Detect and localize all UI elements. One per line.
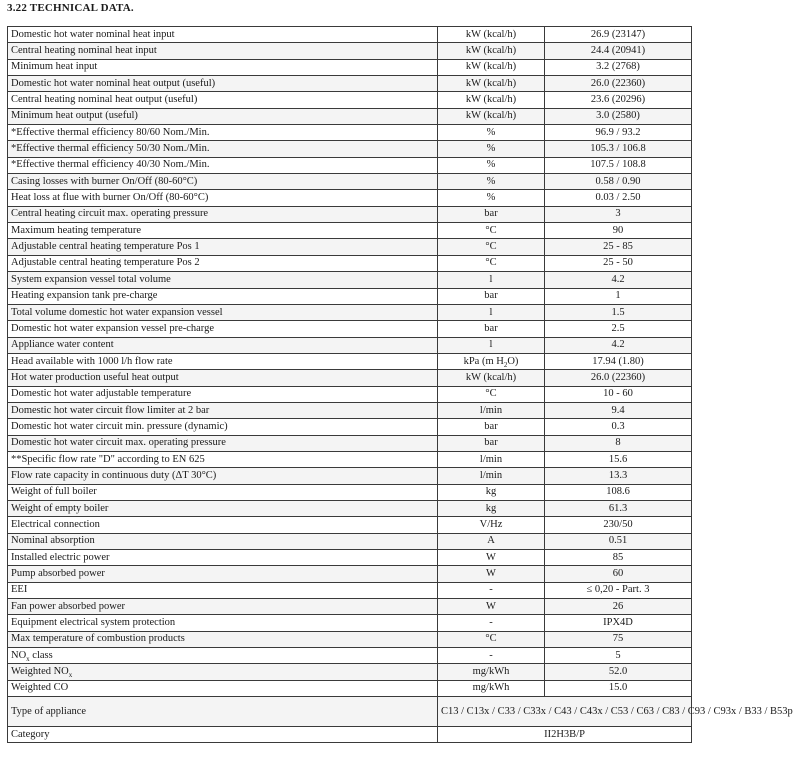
table-row <box>8 27 692 43</box>
row-value: 85 <box>545 550 692 566</box>
row-value: 61.3 <box>545 500 692 516</box>
table-row <box>8 582 692 598</box>
row-unit: °C <box>438 631 545 647</box>
table-row <box>8 59 692 75</box>
table-row <box>8 468 692 484</box>
row-unit: l <box>438 272 545 288</box>
row-unit: °C <box>438 223 545 239</box>
row-value: 0.3 <box>545 419 692 435</box>
row-unit: mg/kWh <box>438 664 545 680</box>
row-label: Max temperature of combustion products <box>8 631 438 647</box>
row-unit: l <box>438 304 545 320</box>
row-unit: % <box>438 125 545 141</box>
row-unit: - <box>438 648 545 664</box>
row-label: Appliance water content <box>8 337 438 353</box>
row-label: Electrical connection <box>8 517 438 533</box>
table-row <box>8 304 692 320</box>
row-unit: bar <box>438 321 545 337</box>
row-value: 26 <box>545 599 692 615</box>
text-part: Weighted NO <box>11 666 69 678</box>
row-value: 15.6 <box>545 451 692 467</box>
row-label: Hot water production useful heat output <box>8 370 438 386</box>
table-row <box>8 680 692 696</box>
row-label: Type of appliance <box>8 697 438 727</box>
row-unit: kW (kcal/h) <box>438 76 545 92</box>
table-row <box>8 500 692 516</box>
row-label: *Effective thermal efficiency 40/30 Nom./Min. <box>8 157 438 173</box>
row-label: Category <box>8 727 438 743</box>
row-label: Domestic hot water nominal heat output (useful) <box>8 76 438 92</box>
row-value: 52.0 <box>545 664 692 680</box>
table-row <box>8 648 692 664</box>
row-value: 3.0 (2580) <box>545 108 692 124</box>
row-label: Domestic hot water circuit max. operating pressure <box>8 435 438 451</box>
row-label: Pump absorbed power <box>8 566 438 582</box>
row-unit: kW (kcal/h) <box>438 43 545 59</box>
row-unit: bar <box>438 206 545 222</box>
row-unit: l/min <box>438 451 545 467</box>
row-unit: bar <box>438 419 545 435</box>
table-row <box>8 599 692 615</box>
row-unit <box>438 353 545 369</box>
row-unit: kW (kcal/h) <box>438 59 545 75</box>
row-value: 108.6 <box>545 484 692 500</box>
row-value: IPX4D <box>545 615 692 631</box>
row-unit: A <box>438 533 545 549</box>
row-label <box>8 664 438 680</box>
text-part: class <box>29 649 53 661</box>
row-label: Minimum heat output (useful) <box>8 108 438 124</box>
row-value: 9.4 <box>545 402 692 418</box>
row-label: Adjustable central heating temperature Pos 2 <box>8 255 438 271</box>
row-value: 8 <box>545 435 692 451</box>
row-value: 96.9 / 93.2 <box>545 125 692 141</box>
row-unit: l/min <box>438 402 545 418</box>
table-row <box>8 697 692 727</box>
table-row <box>8 727 692 743</box>
table-body <box>8 27 793 743</box>
row-unit: W <box>438 566 545 582</box>
row-unit: - <box>438 615 545 631</box>
row-value: 0.58 / 0.90 <box>545 174 692 190</box>
row-value: 25 - 50 <box>545 255 692 271</box>
row-value: 4.2 <box>545 272 692 288</box>
row-label: Nominal absorption <box>8 533 438 549</box>
row-label: EEI <box>8 582 438 598</box>
table-row <box>8 239 692 255</box>
table-row <box>8 615 692 631</box>
row-value: 3 <box>545 206 692 222</box>
table-row <box>8 272 692 288</box>
table-row <box>8 255 692 271</box>
subscript: 2 <box>503 360 508 369</box>
row-label <box>8 648 438 664</box>
row-label: Domestic hot water circuit min. pressure (dynamic) <box>8 419 438 435</box>
row-unit: kW (kcal/h) <box>438 108 545 124</box>
row-value: 25 - 85 <box>545 239 692 255</box>
row-value: 105.3 / 106.8 <box>545 141 692 157</box>
table-row <box>8 402 692 418</box>
table-row <box>8 125 692 141</box>
row-label: System expansion vessel total volume <box>8 272 438 288</box>
row-value: 13.3 <box>545 468 692 484</box>
row-value: 5 <box>545 648 692 664</box>
table-row <box>8 484 692 500</box>
table-row <box>8 419 692 435</box>
row-label: Fan power absorbed power <box>8 599 438 615</box>
row-unit: % <box>438 157 545 173</box>
row-label: Total volume domestic hot water expansion vessel <box>8 304 438 320</box>
row-unit: mg/kWh <box>438 680 545 696</box>
row-value: C13 / C13x / C33 / C33x / C43 / C43x / C53 / C63 / C83 / C93 / C93x / B33 / B53p <box>438 697 692 727</box>
row-value: 60 <box>545 566 692 582</box>
row-label: Central heating nominal heat output (useful) <box>8 92 438 108</box>
row-value: 17.94 (1.80) <box>545 353 692 369</box>
row-unit: °C <box>438 255 545 271</box>
table-row <box>8 566 692 582</box>
row-value: 1 <box>545 288 692 304</box>
row-value: ≤ 0,20 - Part. 3 <box>545 582 692 598</box>
row-label: *Effective thermal efficiency 50/30 Nom./Min. <box>8 141 438 157</box>
table-row <box>8 141 692 157</box>
table-row <box>8 664 692 680</box>
row-unit: bar <box>438 288 545 304</box>
row-value: 0.03 / 2.50 <box>545 190 692 206</box>
row-label: Head available with 1000 l/h flow rate <box>8 353 438 369</box>
row-label: Domestic hot water nominal heat input <box>8 27 438 43</box>
technical-data-table <box>7 26 793 743</box>
table-row <box>8 451 692 467</box>
table-row <box>8 206 692 222</box>
row-unit: - <box>438 582 545 598</box>
table-row <box>8 353 692 369</box>
row-unit: bar <box>438 435 545 451</box>
row-value: II2H3B/P <box>438 727 692 743</box>
row-value: 0.51 <box>545 533 692 549</box>
table-row <box>8 223 692 239</box>
row-value: 1.5 <box>545 304 692 320</box>
row-label: Flow rate capacity in continuous duty (ΔT 30°C) <box>8 468 438 484</box>
row-value: 107.5 / 108.8 <box>545 157 692 173</box>
row-unit: l <box>438 337 545 353</box>
table-row <box>8 435 692 451</box>
row-label: Minimum heat input <box>8 59 438 75</box>
text-part: NO <box>11 649 27 661</box>
text-part: O) <box>507 355 519 367</box>
row-value: 75 <box>545 631 692 647</box>
table-row <box>8 108 692 124</box>
row-unit: W <box>438 599 545 615</box>
table-row <box>8 92 692 108</box>
table-row <box>8 190 692 206</box>
row-label: Domestic hot water expansion vessel pre-charge <box>8 321 438 337</box>
row-label: Equipment electrical system protection <box>8 615 438 631</box>
table-row <box>8 550 692 566</box>
row-value: 3.2 (2768) <box>545 59 692 75</box>
row-label: Heating expansion tank pre-charge <box>8 288 438 304</box>
text-part: kPa (m H <box>463 355 504 367</box>
row-label: Adjustable central heating temperature Pos 1 <box>8 239 438 255</box>
row-unit: % <box>438 174 545 190</box>
row-value: 26.0 (22360) <box>545 76 692 92</box>
row-label: Installed electric power <box>8 550 438 566</box>
subscript: x <box>68 671 73 680</box>
row-label: Weight of empty boiler <box>8 500 438 516</box>
row-unit: l/min <box>438 468 545 484</box>
table-row <box>8 386 692 402</box>
row-unit: kW (kcal/h) <box>438 27 545 43</box>
row-value: 24.4 (20941) <box>545 43 692 59</box>
table-row <box>8 157 692 173</box>
row-value: 2.5 <box>545 321 692 337</box>
row-label: Weighted CO <box>8 680 438 696</box>
row-unit: W <box>438 550 545 566</box>
row-label: Weight of full boiler <box>8 484 438 500</box>
row-unit: kg <box>438 500 545 516</box>
row-label: Central heating circuit max. operating pressure <box>8 206 438 222</box>
table-row <box>8 337 692 353</box>
row-label: **Specific flow rate "D" according to EN 625 <box>8 451 438 467</box>
row-value: 230/50 <box>545 517 692 533</box>
row-unit: °C <box>438 386 545 402</box>
subscript: x <box>26 654 30 663</box>
row-value: 26.0 (22360) <box>545 370 692 386</box>
row-unit: % <box>438 141 545 157</box>
row-unit: °C <box>438 239 545 255</box>
row-unit: kg <box>438 484 545 500</box>
table-row <box>8 288 692 304</box>
row-unit: kW (kcal/h) <box>438 370 545 386</box>
table-row <box>8 631 692 647</box>
table-row <box>8 43 692 59</box>
table-row <box>8 370 692 386</box>
table-row <box>8 533 692 549</box>
row-value: 4.2 <box>545 337 692 353</box>
table-row <box>8 321 692 337</box>
table-row <box>8 517 692 533</box>
row-unit: kW (kcal/h) <box>438 92 545 108</box>
row-unit: V/Hz <box>438 517 545 533</box>
section-heading: 3.22 TECHNICAL DATA. <box>7 2 134 14</box>
row-value: 10 - 60 <box>545 386 692 402</box>
row-label: Domestic hot water circuit flow limiter at 2 bar <box>8 402 438 418</box>
row-label: Central heating nominal heat input <box>8 43 438 59</box>
table-row <box>8 174 692 190</box>
row-label: *Effective thermal efficiency 80/60 Nom./Min. <box>8 125 438 141</box>
row-value: 15.0 <box>545 680 692 696</box>
row-value: 23.6 (20296) <box>545 92 692 108</box>
row-label: Heat loss at flue with burner On/Off (80-60°C) <box>8 190 438 206</box>
row-label: Casing losses with burner On/Off (80-60°C) <box>8 174 438 190</box>
row-value: 26.9 (23147) <box>545 27 692 43</box>
row-unit: % <box>438 190 545 206</box>
row-value: 90 <box>545 223 692 239</box>
row-label: Maximum heating temperature <box>8 223 438 239</box>
row-label: Domestic hot water adjustable temperature <box>8 386 438 402</box>
table-row <box>8 76 692 92</box>
